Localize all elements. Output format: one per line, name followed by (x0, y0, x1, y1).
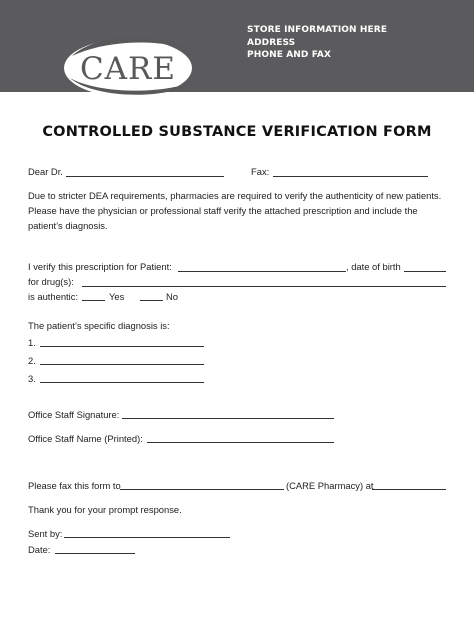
authentic-label: is authentic: (28, 291, 79, 302)
dob-field[interactable] (404, 271, 446, 272)
thanks-text: Thank you for your prompt response. (28, 504, 182, 515)
intro-line-3: patient’s diagnosis. (28, 220, 108, 231)
header-band (0, 0, 474, 104)
logo-text: CARE (79, 51, 177, 87)
fax-back-phone-field[interactable] (372, 489, 446, 490)
sent-by-field[interactable] (64, 537, 230, 538)
staff-signature-label: Office Staff Signature: (28, 409, 120, 420)
sent-by-label: Sent by: (28, 528, 63, 539)
diagnosis-number-3: 3. (28, 373, 36, 384)
diagnosis-field-3[interactable] (40, 382, 204, 383)
store-info (247, 24, 387, 62)
staff-signature-field[interactable] (122, 418, 334, 419)
store-phone-line: PHONE AND FAX (247, 50, 332, 60)
staff-name-field[interactable] (147, 442, 334, 443)
diagnosis-field-1[interactable] (40, 346, 204, 347)
doctor-name-field[interactable] (66, 176, 224, 177)
yes-blank[interactable] (82, 300, 105, 301)
header-swoosh (0, 92, 474, 104)
dear-label: Dear Dr. (28, 166, 63, 177)
intro-line-2: Please have the physician or professional staff verify the attached prescription and include the (28, 205, 418, 216)
dob-label: , date of birth (346, 261, 401, 272)
date-label: Date: (28, 544, 51, 555)
fax-back-number-field[interactable] (120, 489, 284, 490)
yes-label: Yes (109, 291, 125, 302)
fax-label: Fax: (251, 166, 270, 177)
diagnosis-number-2: 2. (28, 355, 36, 366)
intro-line-1: Due to stricter DEA requirements, pharmacies are required to verify the authenticity of new patients. (28, 190, 442, 201)
patient-name-field[interactable] (178, 271, 346, 272)
store-address-line: ADDRESS (247, 37, 296, 48)
diagnosis-number-1: 1. (28, 337, 36, 348)
diagnosis-label: The patient’s specific diagnosis is: (28, 320, 170, 331)
fax-back-middle: (CARE Pharmacy) at (286, 480, 374, 491)
header-graphic (0, 0, 474, 104)
fax-back-prefix: Please fax this form to (28, 480, 121, 491)
diagnosis-field-2[interactable] (40, 364, 204, 365)
staff-name-label: Office Staff Name (Printed): (28, 433, 143, 444)
patient-label: I verify this prescription for Patient: (28, 261, 172, 272)
store-info-line: STORE INFORMATION HERE (247, 25, 388, 35)
date-field[interactable] (55, 553, 135, 554)
no-label: No (166, 291, 178, 302)
drug-field[interactable] (82, 286, 446, 287)
fax-number-field[interactable] (273, 176, 428, 177)
form-title: CONTROLLED SUBSTANCE VERIFICATION FORM (42, 124, 432, 140)
no-blank[interactable] (140, 300, 163, 301)
drug-label: for drug(s): (28, 276, 74, 287)
